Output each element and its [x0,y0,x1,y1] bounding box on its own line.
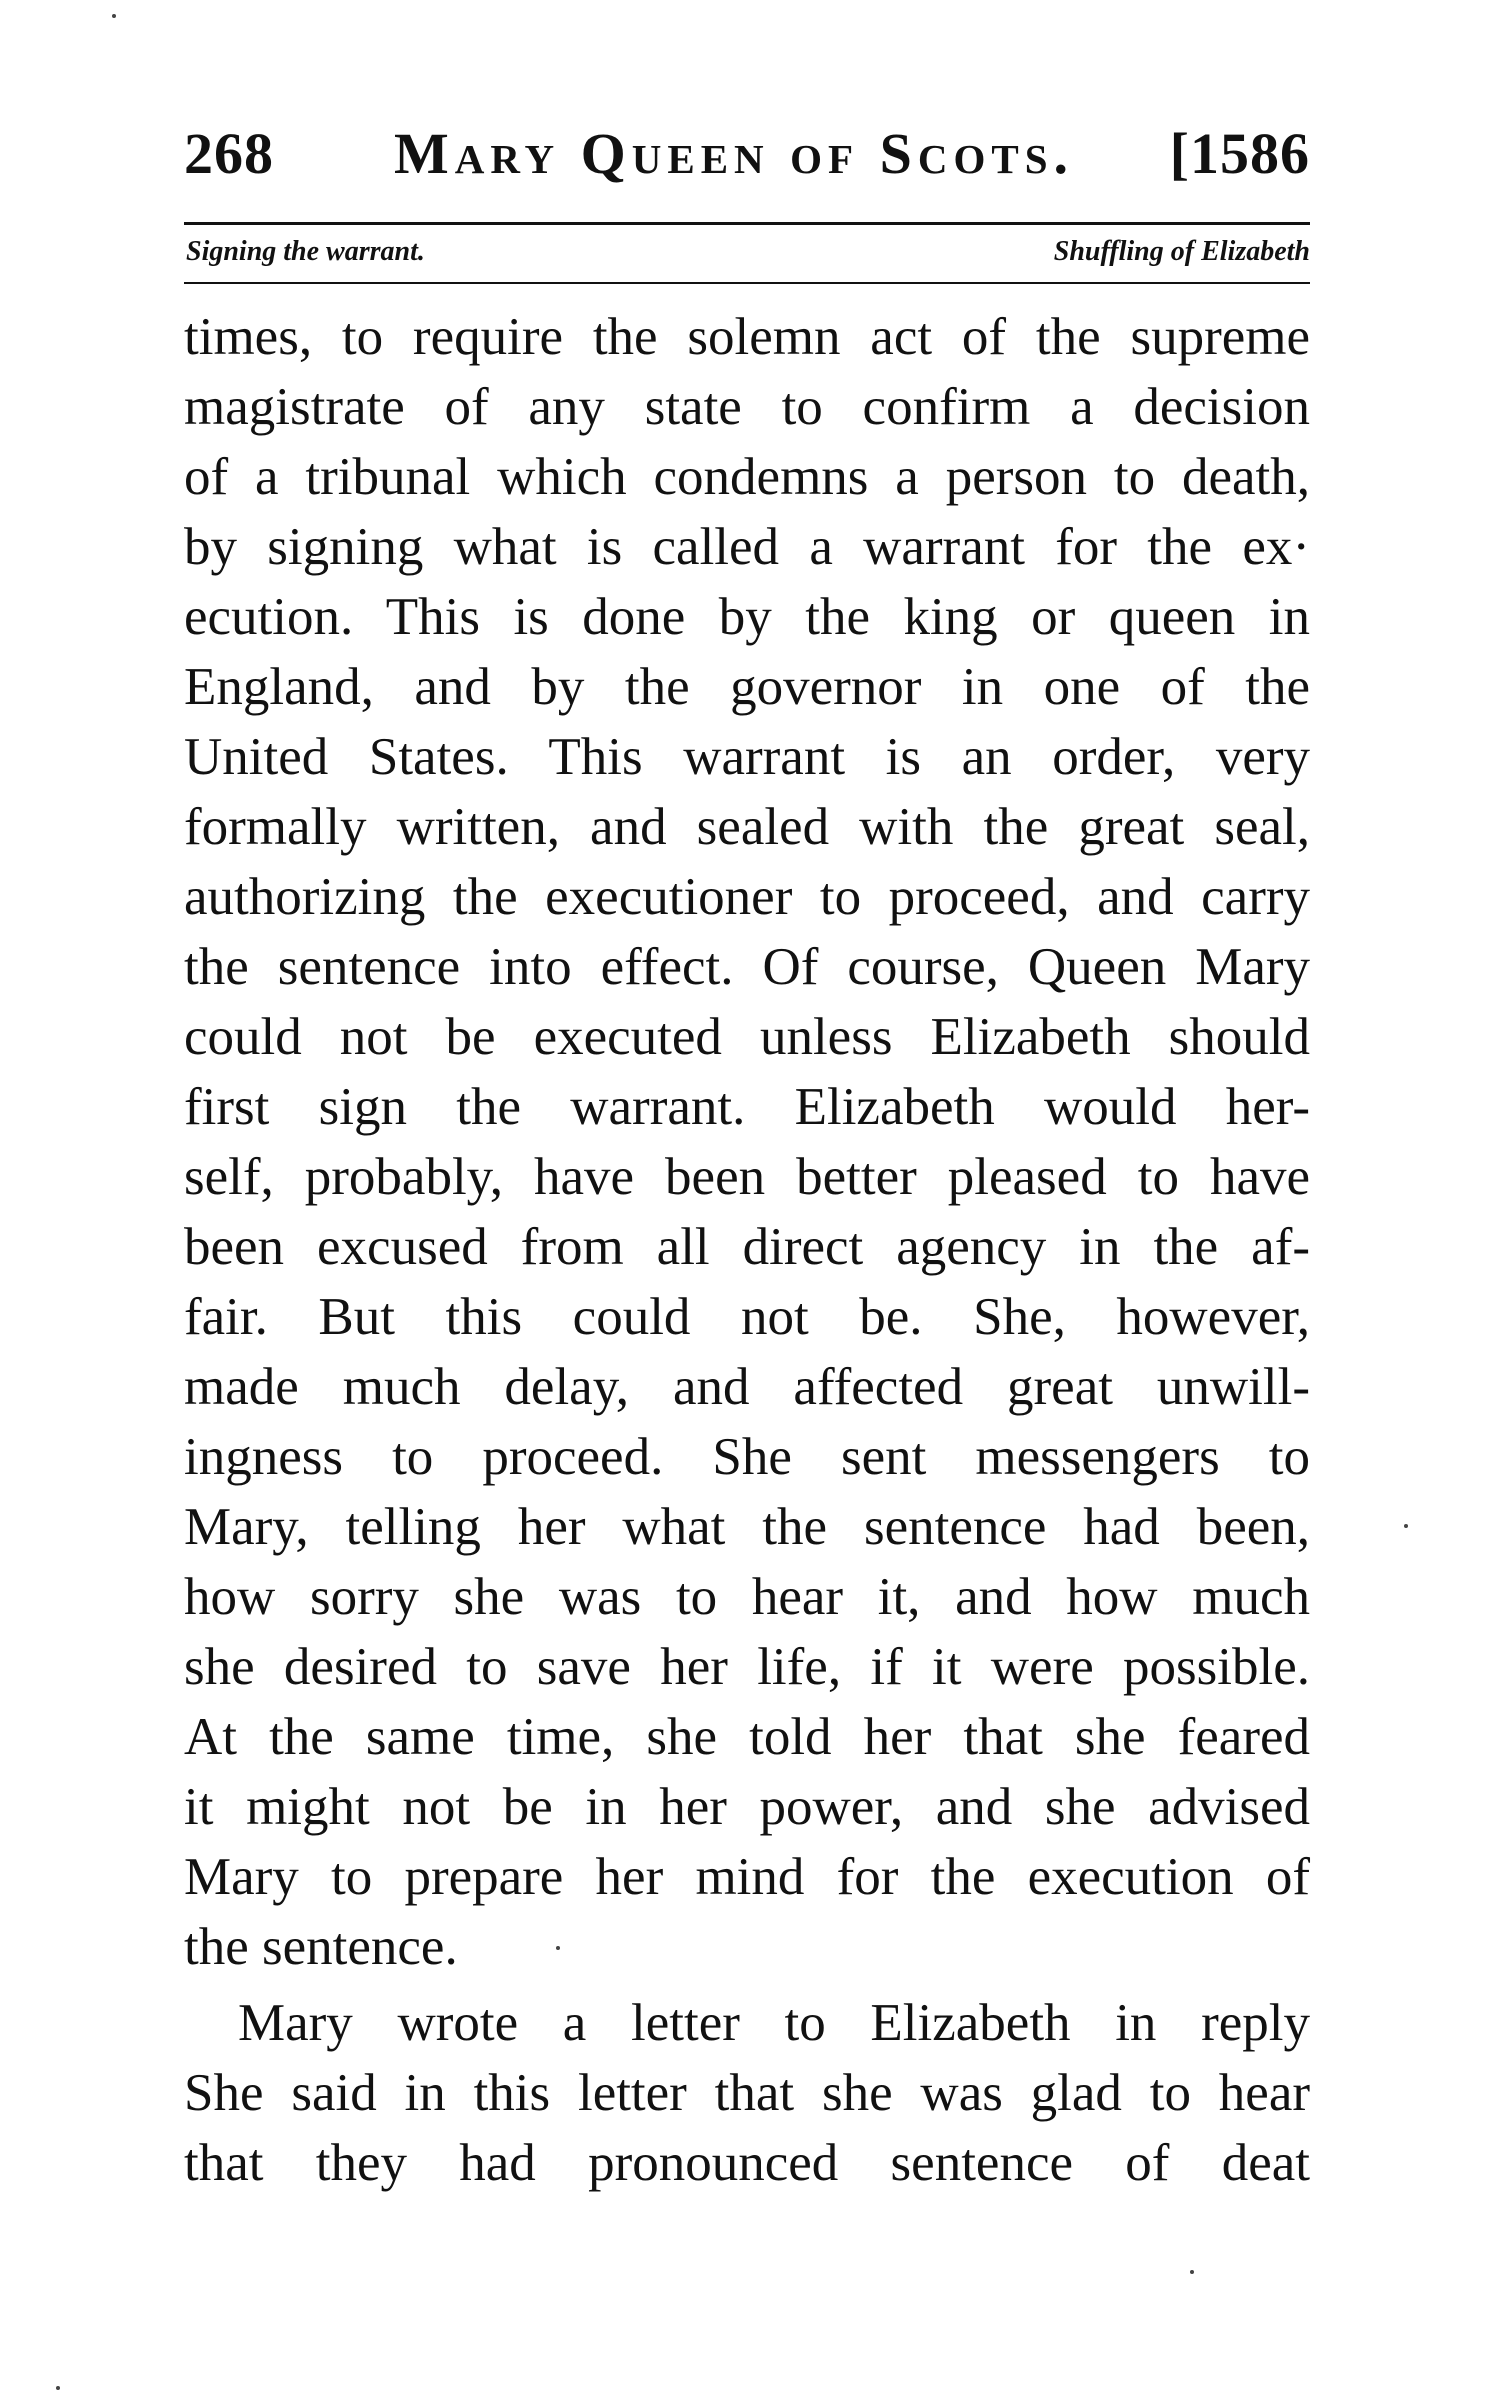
text-line: United States. This warrant is an order, very [184,728,1310,786]
body-text [184,302,1310,2198]
text-line: could not be executed unless Elizabeth should [184,1008,1310,1066]
text-line: by signing what is called a warrant for the ex· [184,518,1310,576]
paragraph-2 [184,1988,1310,2198]
text-line: been excused from all direct agency in the af- [184,1218,1310,1276]
text-line: Mary wrote a letter to Elizabeth in reply [238,1994,1310,2052]
text-line: self, probably, have been better pleased to have [184,1148,1310,1206]
scan-speck [112,14,116,18]
text-line: formally written, and sealed with the great seal, [184,798,1310,856]
year-label: [1586 [1169,121,1310,186]
text-line: magistrate of any state to confirm a decision [184,378,1310,436]
text-line: times, to require the solemn act of the supreme [184,308,1310,366]
scan-speck [56,2386,60,2390]
scan-speck [1190,2270,1194,2274]
text-line: She said in this letter that she was glad to hear [184,2064,1310,2122]
text-line: ecution. This is done by the king or queen in [184,588,1310,646]
text-line: Mary to prepare her mind for the execution of [184,1848,1310,1906]
text-line: she desired to save her life, if it were possible. [184,1638,1310,1696]
text-line: the sentence into effect. Of course, Queen Mary [184,938,1310,996]
scan-speck [1404,1524,1408,1528]
paragraph-1 [184,302,1310,1982]
text-line: fair. But this could not be. She, however, [184,1288,1310,1346]
page-number: 268 [184,121,274,186]
text-line: of a tribunal which condemns a person to death, [184,448,1310,506]
text-line: how sorry she was to hear it, and how much [184,1568,1310,1626]
text-line: authorizing the executioner to proceed, and carry [184,868,1310,926]
scan-speck [556,1946,560,1950]
text-line: first sign the warrant. Elizabeth would her- [184,1078,1310,1136]
running-title: Mary Queen of Scots. [394,121,1074,186]
sidenote-rule [184,282,1310,284]
text-line: Mary, telling her what the sentence had been, [184,1498,1310,1556]
text-line: made much delay, and affected great unwill- [184,1358,1310,1416]
sidenote-left: Signing the warrant. [186,236,425,267]
text-line: ingness to proceed. She sent messengers to [184,1428,1310,1486]
sidenote-right: Shuffling of Elizabeth [1053,236,1310,267]
header-rule [184,222,1310,225]
page-header [184,120,1310,200]
text-line: that they had pronounced sentence of deat [184,2134,1310,2192]
text-line: England, and by the governor in one of the [184,658,1310,716]
text-line: At the same time, she told her that she feared [184,1708,1310,1766]
text-line: the sentence. [184,1918,458,1976]
text-line: it might not be in her power, and she advised [184,1778,1310,1836]
